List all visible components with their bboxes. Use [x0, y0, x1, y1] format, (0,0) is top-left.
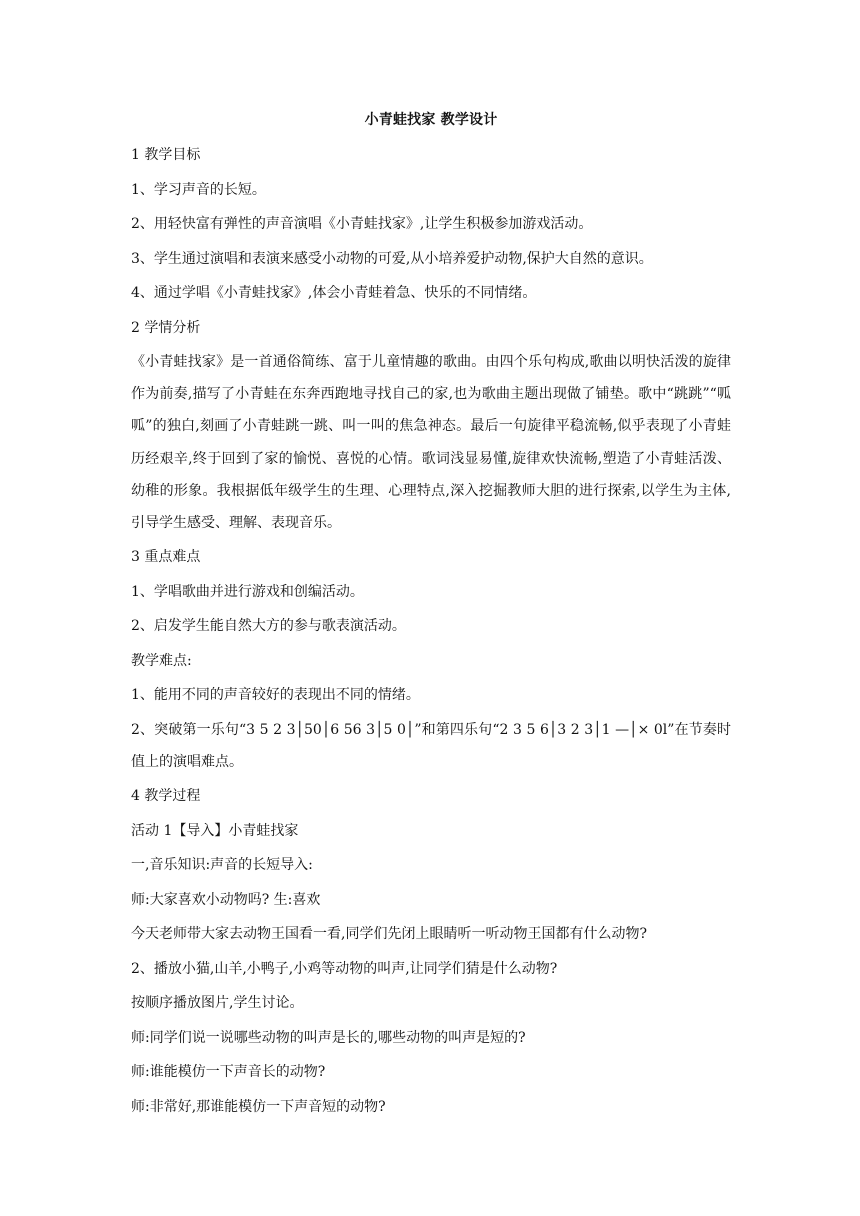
process-line-7: 师:谁能模仿一下声音长的动物? — [131, 1064, 326, 1081]
section-heading-key-points: 3 重点难点 — [131, 549, 201, 566]
difficulty-line-1: 1、能用不同的声音较好的表现出不同的情绪。 — [131, 687, 420, 704]
analysis-paragraph: 《小青蛙找家》是一首通俗简练、富于儿童情趣的歌曲。由四个乐句构成,歌曲以明快活泼的旋律作为前奏,描写了小青蛙在东奔西跑地寻找自己的家,也为歌曲主题出现做了铺垫。歌中“跳跳”“呱呱”的独白,刻画了小青蛙跳一跳、叫一叫的焦急神态。最后一句旋律平稳流畅,似乎表现了小青蛙历经艰辛,终于回到了家的愉悦、喜悦的心情。歌词浅显易懂,旋律欢快流畅,塑造了小青蛙活泼、幼稚的形象。我根据低年级学生的生理、心理特点,深入挖掘教师大胆的进行探索,以学生为主体,引导学生感受、理解、表现音乐。 — [131, 354, 731, 532]
goal-line-3: 3、学生通过演唱和表演来感受小动物的可爱,从小培养爱护动物,保护大自然的意识。 — [131, 250, 653, 267]
process-line-6: 师:同学们说一说哪些动物的叫声是长的,哪些动物的叫声是短的? — [131, 1029, 526, 1046]
section-heading-teaching-goals: 1 教学目标 — [131, 147, 201, 163]
goal-line-1: 1、学习声音的长短。 — [131, 181, 266, 198]
key-point-line-2: 2、启发学生能自然大方的参与歌表演活动。 — [131, 618, 406, 635]
process-line-1: 一,音乐知识:声音的长短导入: — [131, 857, 313, 874]
process-line-3: 今天老师带大家去动物王国看一看,同学们先闭上眼睛听一听动物王国都有什么动物? — [131, 926, 647, 943]
process-line-2: 师:大家喜欢小动物吗? 生:喜欢 — [131, 891, 321, 908]
section-heading-learning-analysis: 2 学情分析 — [131, 319, 201, 336]
process-line-5: 按顺序播放图片,学生讨论。 — [131, 995, 304, 1012]
goal-line-4: 4、通过学唱《小青蛙找家》,体会小青蛙着急、快乐的不同情绪。 — [131, 285, 537, 301]
process-line-8: 师:非常好,那谁能模仿一下声音短的动物? — [131, 1098, 386, 1115]
activity-title: 活动 1【导入】小青蛙找家 — [131, 822, 299, 839]
key-point-line-1: 1、学唱歌曲并进行游戏和创编活动。 — [131, 583, 364, 600]
document-body — [131, 109, 731, 1130]
document-title: 小青蛙找家 教学设计 — [364, 112, 498, 128]
process-line-4: 2、播放小猫,山羊,小鸭子,小鸡等动物的叫声,让同学们猜是什么动物? — [131, 960, 558, 977]
difficulty-heading: 教学难点: — [131, 652, 192, 669]
section-heading-teaching-process: 4 教学过程 — [131, 788, 201, 805]
difficulty-paragraph: 2、突破第一乐句“3 5 2 3│50│6 56 3│5 0│”和第四乐句“2 3 5 6│3 2 3│1 —│× 0l”在节奏时值上的演唱难点。 — [131, 721, 731, 770]
goal-line-2: 2、用轻快富有弹性的声音演唱《小青蛙找家》,让学生积极参加游戏活动。 — [131, 216, 593, 232]
